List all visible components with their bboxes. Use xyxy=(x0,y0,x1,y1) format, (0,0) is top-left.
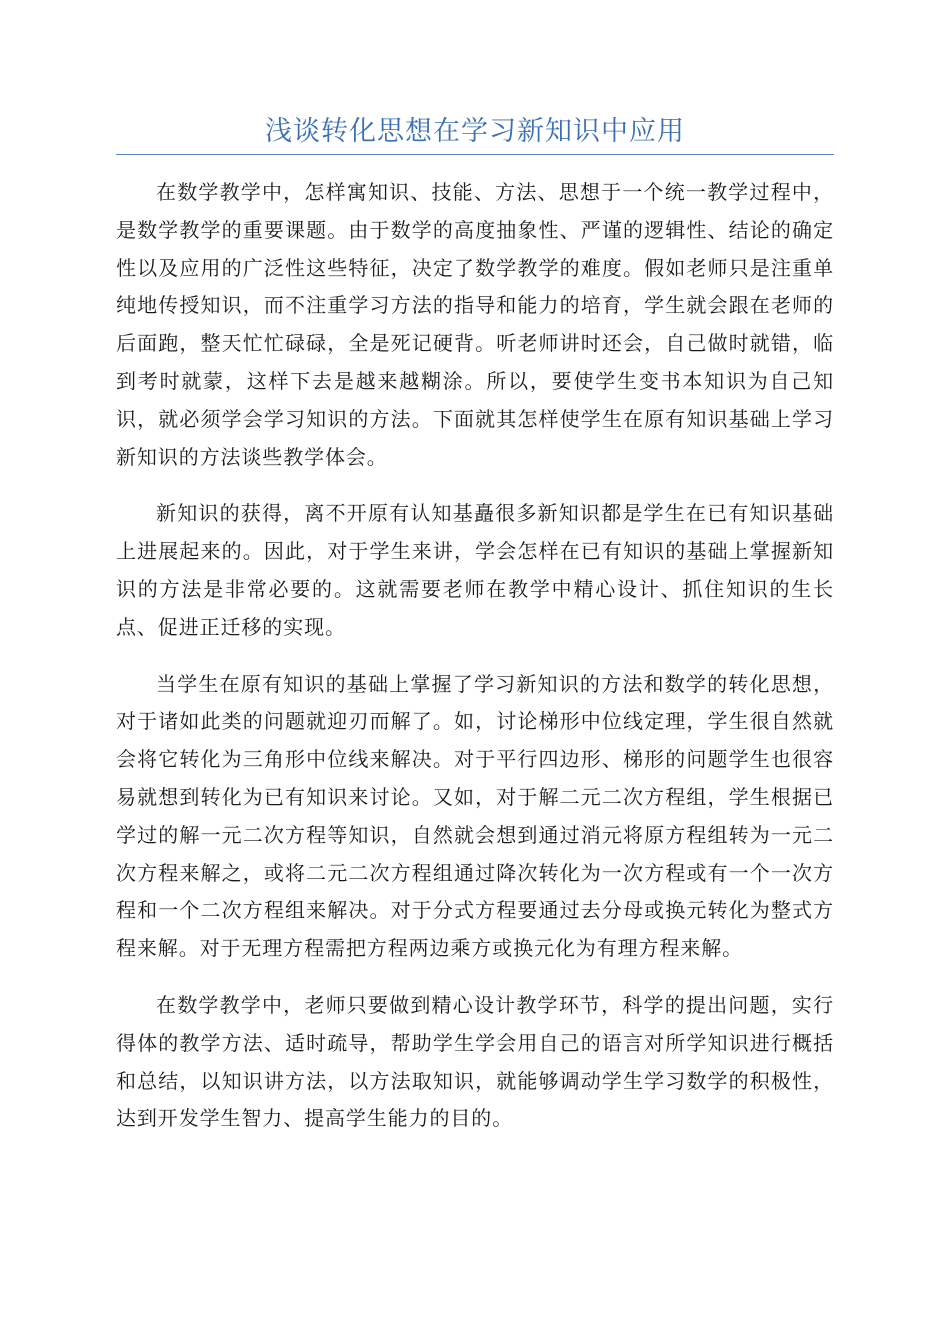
title-underline-divider xyxy=(116,154,834,155)
paragraph-4: 在数学教学中，老师只要做到精心设计教学环节，科学的提出问题，实行得体的教学方法、适时疏导，帮助学生学会用自己的语言对所学知识进行概括和总结，以知识讲方法，以方法取知识，就能够调动学生学习数学的积极性，达到开发学生智力、提高学生能力的目的。 xyxy=(116,992,834,1131)
document-body xyxy=(116,174,834,1157)
paragraph-1: 在数学教学中，怎样寓知识、技能、方法、思想于一个统一教学过程中，是数学教学的重要课题。由于数学的高度抽象性、严谨的逻辑性、结论的确定性以及应用的广泛性这些特征，决定了数学教学的难度。假如老师只是注重单纯地传授知识，而不注重学习方法的指导和能力的培育，学生就会跟在老师的后面跑，整天忙忙碌碌，全是死记硬背。听老师讲时还会，自己做时就错，临到考时就蒙，这样下去是越来越糊涂。所以，要使学生变书本知识为自己知识，就必须学会学习知识的方法。下面就其怎样使学生在原有知识基础上学习新知识的方法谈些教学体会。 xyxy=(116,180,834,469)
document-title: 浅谈转化思想在学习新知识中应用 xyxy=(265,116,685,147)
paragraph-3: 当学生在原有知识的基础上掌握了学习新知识的方法和数学的转化思想，对于诸如此类的问题就迎刃而解了。如，讨论梯形中位线定理，学生很自然就会将它转化为三角形中位线来解决。对于平行四边形、梯形的问题学生也很容易就想到转化为已有知识来讨论。又如，对于解二元二次方程组，学生根据已学过的解一元二次方程等知识，自然就会想到通过消元将原方程组转为一元二次方程来解之，或将二元二次方程组通过降次转化为一次方程或有一个一次方程和一个二次方程组来解决。对于分式方程要通过去分母或换元转化为整式方程来解。对于无理方程需把方程两边乘方或换元化为有理方程来解。 xyxy=(116,671,834,961)
paragraph-2: 新知识的获得，离不开原有认知基矗很多新知识都是学生在已有知识基础上进展起来的。因此，对于学生来讲，学会怎样在已有知识的基础上掌握新知识的方法是非常必要的。这就需要老师在教学中精心设计、抓住知识的生长点、促进正迁移的实现。 xyxy=(116,501,834,639)
